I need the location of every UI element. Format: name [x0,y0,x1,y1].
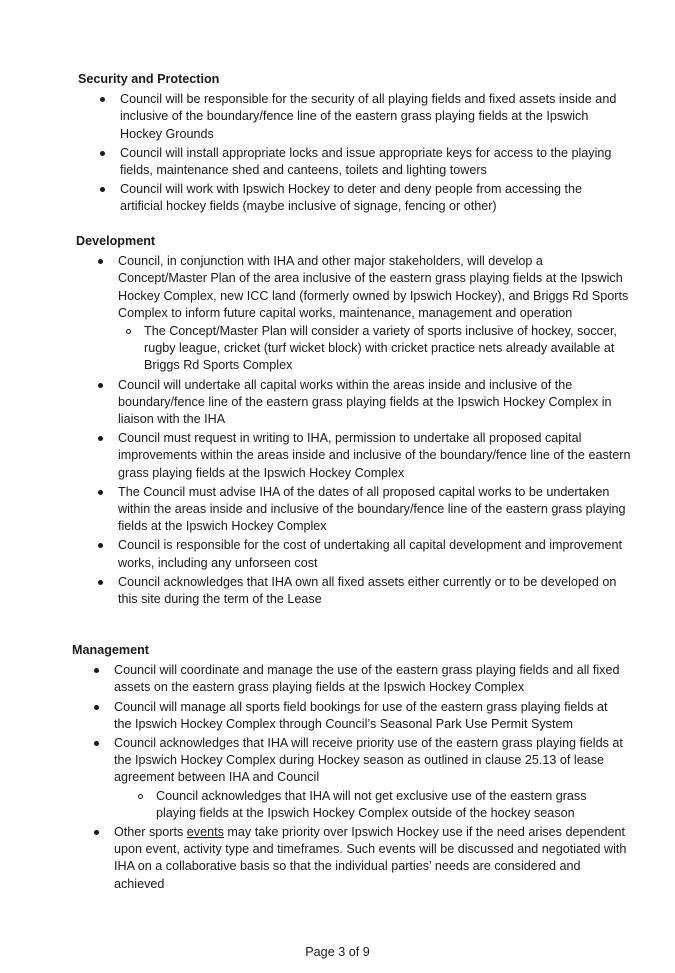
bullet-icon [94,705,99,710]
security-section [78,71,623,218]
list-item: Council is responsible for the cost of undertaking all capital development and improvement works, including any unforseen cost [118,537,631,571]
bullet-icon [100,97,105,102]
list-item: Council will work with Ipswich Hockey to deter and deny people from accessing the artificial hockey fields (maybe inclusive of signage, fencing or other) [120,181,623,215]
sub-list [144,323,631,375]
bullet-icon [98,490,103,495]
bullet-icon [98,580,103,585]
list-item: Other sports events may take priority over Ipswich Hockey use if the need arises dependent upon event, activity type and timeframes. Such events will be discussed and negotiated with IHA on a collaborative basis so that the individual parties’ needs are considered and achieved [114,824,628,893]
sub-list [156,788,628,822]
bullet-icon [100,151,105,156]
bullet-icon [98,259,103,264]
bullet-icon [94,741,99,746]
development-list [118,253,631,608]
security-list [120,91,623,215]
development-heading: Development [76,234,156,248]
management-list [114,662,628,893]
bullet-icon [94,668,99,673]
list-item: Council must request in writing to IHA, permission to undertake all proposed capital improvements within the areas inside and inclusive of the boundary/fence line of the eastern grass playing fields at the Ipswich Hockey Complex [118,430,631,482]
bullet-icon [100,187,105,192]
bullet-icon [94,830,99,835]
list-item: Council, in conjunction with IHA and other major stakeholders, will develop a Concept/Master Plan of the area inclusive of the eastern grass playing fields at the Ipswich Hockey Complex, new ICC land (formerly owned by Ipswich Hockey), and Briggs Rd Sports Complex to inform future capital works, maintenance, management and operation The Concept/Master Plan will consider a variety of sports inclusive of hockey, soccer, rugby league, cricket (turf wicket block) with cricket practice nets already available at Briggs Rd Sports Complex [118,253,631,374]
bullet-icon [98,543,103,548]
development-section [76,233,631,610]
list-item: The Council must advise IHA of the dates of all proposed capital works to be undertaken within the areas inside and inclusive of the boundary/fence line of the eastern grass playing fields at the Ipswich Hockey Complex [118,484,631,536]
circle-bullet-icon [138,794,143,799]
sub-list-item: The Concept/Master Plan will consider a variety of sports inclusive of hockey, soccer, rugby league, cricket (turf wicket block) with cricket practice nets already available at Briggs Rd Sports Complex [144,323,631,375]
security-heading: Security and Protection [78,72,220,86]
list-item: Council will install appropriate locks and issue appropriate keys for access to the playing fields, maintenance shed and canteens, toilets and lighting towers [120,145,623,179]
bullet-icon [98,383,103,388]
list-item: Council will coordinate and manage the use of the eastern grass playing fields and all fixed assets on the eastern grass playing fields at the Ipswich Hockey Complex [114,662,628,696]
list-item: Council will undertake all capital works within the areas inside and inclusive of the boundary/fence line of the eastern grass playing fields at the Ipswich Hockey Complex in liaison with the IHA [118,377,631,429]
underlined-word: events [186,825,224,840]
sub-list-item: Council acknowledges that IHA will not get exclusive use of the eastern grass playing fields at the Ipswich Hockey Complex outside of the hockey season [156,788,628,822]
circle-bullet-icon [126,329,131,334]
list-item: Council will manage all sports field bookings for use of the eastern grass playing fields at the Ipswich Hockey Complex through Council’s Seasonal Park Use Permit System [114,699,628,733]
list-item: Council acknowledges that IHA own all fixed assets either currently or to be developed on this site during the term of the Lease [118,574,631,608]
list-item: Council acknowledges that IHA will receive priority use of the eastern grass playing fields at the Ipswich Hockey Complex during Hockey season as outlined in clause 25.13 of lease agreement between IHA and Council Council acknowledges that IHA will not get exclusive use of the eastern grass playing fields at the Ipswich Hockey Complex outside of the hockey season [114,735,628,822]
management-section [72,642,628,895]
page-number: Page 3 of 9 [305,945,370,959]
management-heading: Management [72,643,149,657]
bullet-icon [98,436,103,441]
list-item: Council will be responsible for the security of all playing fields and fixed assets inside and inclusive of the boundary/fence line of the eastern grass playing fields at the Ipswich Hockey Grounds [120,91,623,143]
